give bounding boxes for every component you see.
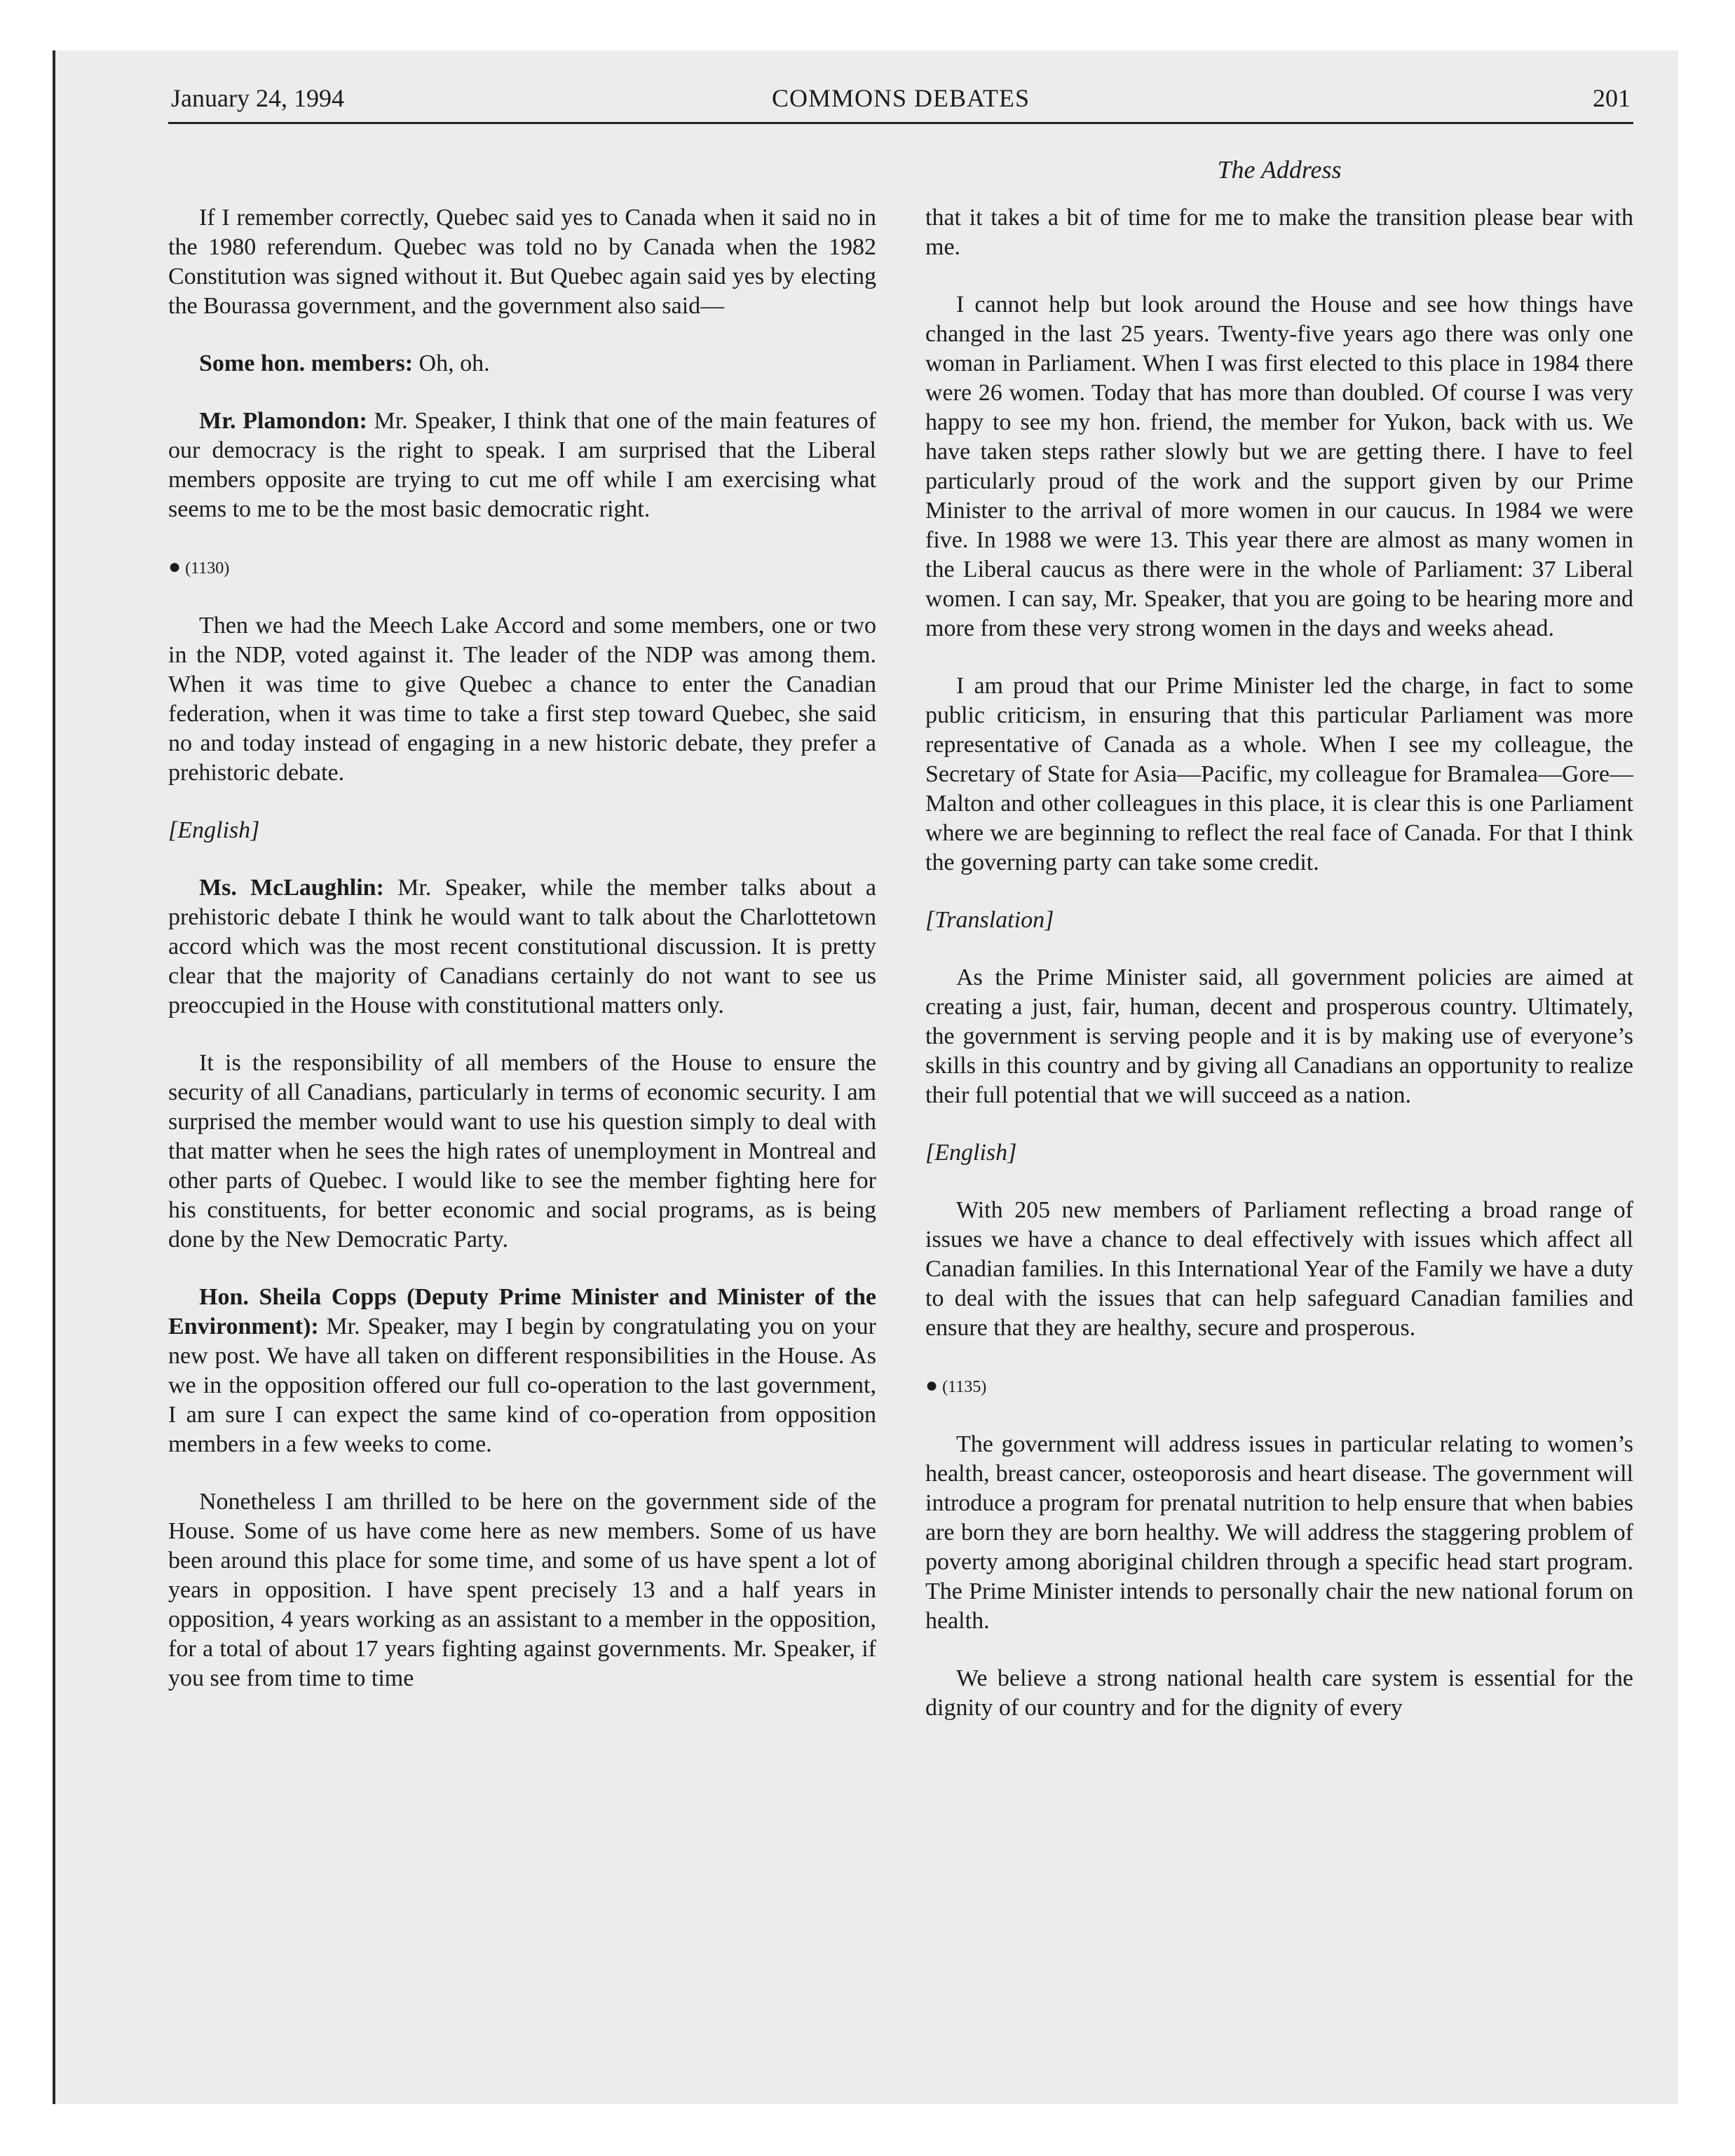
document-page — [168, 77, 1633, 2068]
paragraph: I cannot help but look around the House and see how things have changed in the last 25 years. Twenty-five years ago there was only one woman in Parliament. When I was first elected to this place in 1984 there were 26 women. Today that has more than doubled. Of course I was very happy to see my hon. friend, the member for Yukon, back with us. We have taken steps rather slowly but we are getting there. I have to feel particularly proud of the work and the support given by our Prime Minister to the arrival of more women in our caucus. In 1984 we were five. In 1988 we were 13. This year there are almost as many women in the Liberal caucus as there were in the whole of Parliament: 37 Liberal women. I can say, Mr. Speaker, that you are going to be hearing more and more from these very strong women in the days and weeks ahead. — [925, 292, 1633, 641]
paragraph — [168, 1283, 876, 1459]
time-marker-text: (1130) — [185, 559, 230, 578]
bullet-icon: ● — [168, 555, 182, 578]
time-marker-text: (1135) — [942, 1378, 987, 1396]
time-marker — [925, 1371, 1633, 1402]
language-tag: [Translation] — [925, 907, 1054, 933]
paragraph: With 205 new members of Parliament reflecting a broad range of issues we have a chance to deal effectively with issues which affect all Canadian families. In this International Year of the Family we have a duty to deal with the issues that can help safeguard Canadian families and ensure that they are healthy, secure and prosperous. — [925, 1197, 1633, 1341]
paragraph: I am proud that our Prime Minister led the charge, in fact to some public criticism, in ensuring that this particular Parliament was more representative of Canada as a whole. When I see my colleague, the Secretary of State for Asia—Pacific, my colleague for Bramalea—Gore—Malton and other colleagues in this place, it is clear this is one Parliament where we are beginning to reflect the real face of Canada. For that I think the governing party can take some credit. — [925, 673, 1633, 875]
bullet-icon: ● — [925, 1374, 939, 1397]
speaker-name: Mr. Plamondon: — [199, 408, 367, 434]
paragraph — [168, 349, 876, 378]
paragraph: It is the responsibility of all members of the House to ensure the security of all Canadians, particularly in terms of economic security. I am surprised the member would want to use his question simply to deal with that matter when he sees the high rates of unemployment in Montreal and other parts of Quebec. I would like to see the member fighting here for his constituents, for better economic and social programs, as is being done by the New Democratic Party. — [168, 1050, 876, 1253]
header-page-number: 201 — [1593, 84, 1631, 112]
paragraph: that it takes a bit of time for me to make the transition please bear with me. — [925, 205, 1633, 260]
header-date: January 24, 1994 — [171, 84, 344, 112]
paragraph — [168, 407, 876, 524]
paragraph: As the Prime Minister said, all government policies are aimed at creating a just, fair, human, decent and prosperous country. Ultimately, the government is serving people and it is by making use of everyone’s skills in this country and by giving all Canadians an opportunity to realize their full potential that we will succeed as a nation. — [925, 964, 1633, 1108]
running-header — [168, 77, 1633, 124]
speech-text: Oh, oh. — [413, 350, 490, 376]
speaker-name: Some hon. members: — [199, 350, 414, 376]
speech-text: Mr. Speaker, may I begin by congratulating you on your new post. We have all taken on different responsibilities in the House. As we in the opposition offered our full co-operation to the last government, I am sure I can expect the same kind of co-operation from opposition members in a few weeks to come. — [168, 1314, 876, 1457]
section-title: The Address — [1217, 156, 1342, 184]
paragraph: We believe a strong national health care system is essential for the dignity of our country and for the dignity of every — [925, 1665, 1633, 1721]
language-tag: [English] — [925, 1140, 1017, 1166]
language-tag: [English] — [168, 817, 260, 843]
header-publication: COMMONS DEBATES — [771, 84, 1030, 112]
paragraph: Nonetheless I am thrilled to be here on the government side of the House. Some of us have come here as new members. Some of us have been around this place for some time, and some of us have spent a lot of years in opposition. I have spent precisely 13 and a half years in opposition, 4 years working as an assistant to a member in the opposition, for a total of about 17 years fighting against governments. Mr. Speaker, if you see from time to time — [168, 1489, 876, 1691]
right-column — [925, 203, 1633, 1751]
speaker-name: Ms. McLaughlin: — [199, 875, 384, 901]
left-column — [168, 203, 876, 1721]
paragraph: If I remember correctly, Quebec said yes to Canada when it said no in the 1980 referendum. Quebec was told no by Canada when the 1982 Constitution was signed without it. But Quebec again said yes by electing the Bourassa government, and the government also said— — [168, 205, 876, 319]
speech-text: Mr. Speaker, while the member talks about a prehistoric debate I think he would want to talk about the Charlottetown accord which was the most recent constitutional discussion. It is pretty clear that the majority of Canadians certainly do not want to see us preoccupied in the House with constitutional matters only. — [168, 875, 876, 1018]
speech-text: Mr. Speaker, I think that one of the main features of our democracy is the right to speak. I am surprised that the Liberal members opposite are trying to cut me off while I am exercising what seems to me to be the most basic democratic right. — [168, 408, 876, 522]
paragraph: Then we had the Meech Lake Accord and some members, one or two in the NDP, voted against it. The leader of the NDP was among them. When it was time to give Quebec a chance to enter the Canadian federation, when it was time to take a first step toward Quebec, she said no and today instead of engaging in a new historic debate, they prefer a prehistoric debate. — [168, 613, 876, 786]
paragraph: The government will address issues in particular relating to women’s health, breast cancer, osteoporosis and heart disease. The government will introduce a program for prenatal nutrition to help ensure that when babies are born they are born healthy. We will address the staggering problem of poverty among aboriginal children through a specific head start program. The Prime Minister intends to personally chair the new national forum on health. — [925, 1431, 1633, 1634]
paragraph — [168, 873, 876, 1021]
time-marker — [168, 552, 876, 583]
speaker-name: Hon. Sheila Copps (Deputy Prime Minister and Minister of the Environment): — [168, 1284, 876, 1339]
